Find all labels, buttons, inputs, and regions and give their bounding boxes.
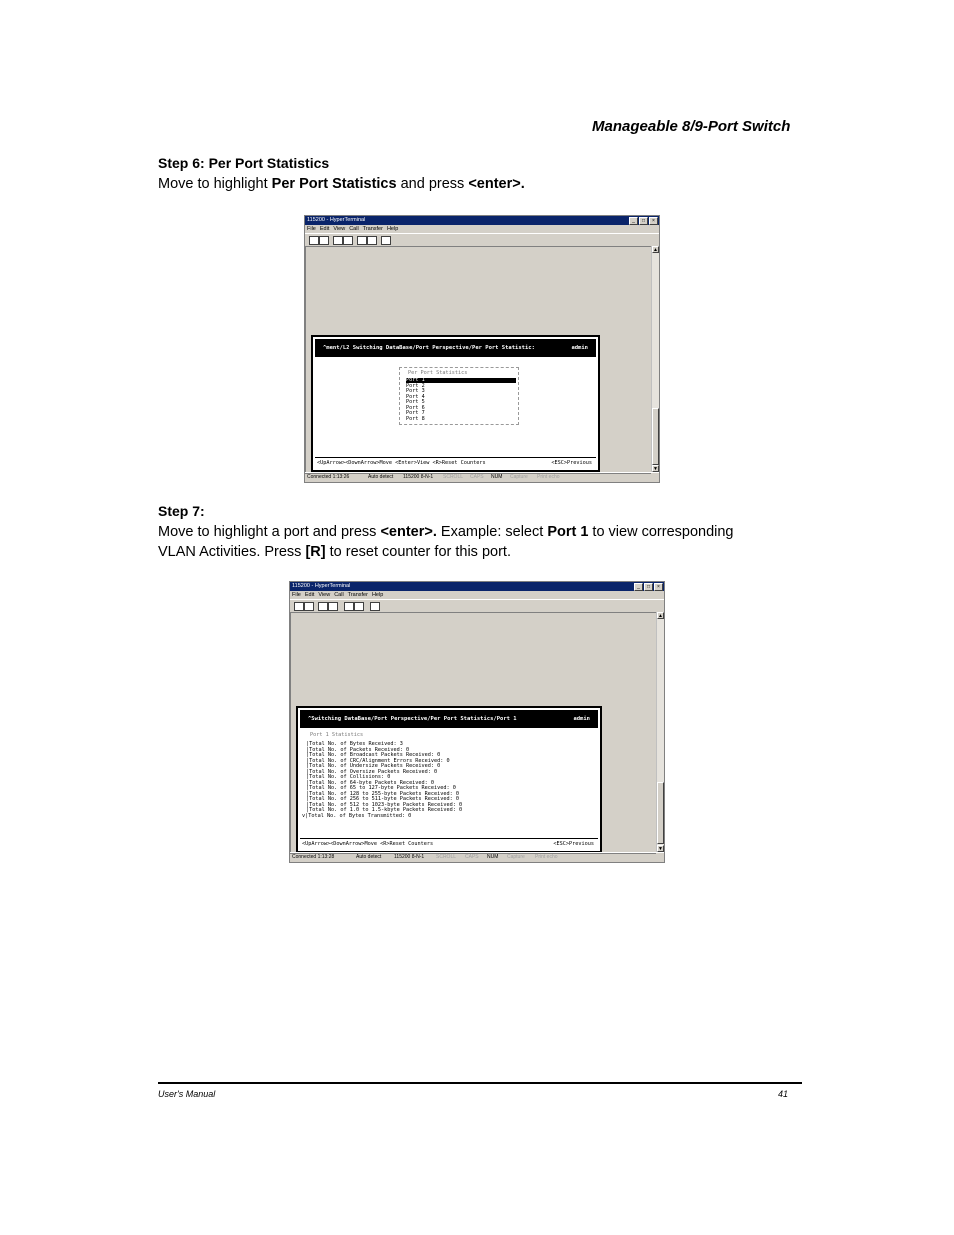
stat-row: |Total No. of Undersize Packets Received: 0	[306, 763, 441, 769]
screen-header	[315, 339, 596, 357]
status-scroll: SCROLL	[436, 854, 457, 860]
stat-row: |Total No. of Bytes Received: 3	[306, 741, 403, 747]
stat-row: |Total No. of Oversize Packets Received: 0	[306, 768, 438, 775]
hyperterminal-window-2	[289, 581, 665, 863]
page-number: 41	[778, 1089, 789, 1099]
status-num: NUM	[487, 854, 499, 860]
stat-row: v|Total No. of Bytes Transmitted: 0	[302, 812, 412, 819]
key-help: <UpArrow><DownArrow>Move <Enter>View <R>Reset Counters	[317, 460, 486, 466]
disconnect-icon[interactable]	[328, 602, 338, 611]
maximize-icon[interactable]: □	[639, 217, 648, 225]
new-icon[interactable]	[294, 602, 304, 611]
step6-bold-key: <enter>.	[468, 176, 525, 192]
esc-previous: <ESC>Previous	[551, 460, 592, 466]
window-titlebar	[290, 582, 664, 591]
stat-row: |Total No. of Broadcast Packets Received: 0	[306, 752, 441, 758]
port-item[interactable]: Port 5	[406, 399, 425, 405]
port-item[interactable]: Port 7	[406, 410, 425, 416]
menu-edit[interactable]: Edit	[319, 226, 330, 232]
step7-line2	[158, 542, 511, 562]
step6-bold-item: Per Port Statistics	[271, 176, 397, 192]
send-icon[interactable]	[344, 602, 354, 611]
stat-row: |Total No. of 512 to 1023-byte Packets Received: 0	[306, 801, 463, 808]
menu-call[interactable]: Call	[349, 226, 359, 232]
status-print-echo: Print echo	[537, 474, 560, 480]
key-help: <UpArrow><DownArrow>Move <R>Reset Counters	[302, 841, 434, 847]
menu-edit[interactable]: Edit	[304, 592, 315, 598]
window-title: 115200 - HyperTerminal	[307, 217, 366, 223]
toolbar	[290, 599, 664, 613]
terminal-area[interactable]	[305, 246, 651, 474]
menu-bar	[290, 591, 664, 599]
close-icon[interactable]: ×	[654, 583, 663, 591]
status-capture: Capture	[507, 854, 525, 860]
window-titlebar	[305, 216, 659, 225]
minimize-icon[interactable]: _	[634, 583, 643, 591]
footer-rule	[158, 1082, 802, 1084]
status-caps: CAPS	[470, 474, 484, 480]
status-print-echo: Print echo	[535, 854, 558, 860]
stat-row: |Total No. of Packets Received: 0	[306, 746, 410, 753]
status-scroll: SCROLL	[443, 474, 464, 480]
status-connected: Connected 1:13:28	[292, 854, 335, 860]
screen-header	[300, 710, 598, 728]
step7-reset-key: [R]	[305, 544, 326, 560]
menu-transfer[interactable]: Transfer	[362, 226, 383, 232]
step7-text-a: Move to highlight a port and press	[158, 524, 381, 540]
box-title: Per Port Statistics	[408, 370, 468, 376]
vertical-scrollbar[interactable]	[651, 246, 659, 472]
scroll-up-icon[interactable]: ▲	[658, 613, 663, 619]
menu-transfer[interactable]: Transfer	[347, 592, 368, 598]
receive-icon[interactable]	[354, 602, 364, 611]
close-icon[interactable]: ×	[649, 217, 658, 225]
status-num: NUM	[491, 474, 503, 480]
screen-user: admin	[571, 345, 588, 351]
status-bar	[305, 472, 659, 482]
status-settings: 115200 8-N-1	[394, 854, 425, 860]
terminal-area[interactable]	[290, 612, 656, 854]
stat-row: |Total No. of Collisions: 0	[306, 774, 391, 780]
dial-icon[interactable]	[318, 602, 328, 611]
stat-row: |Total No. of 256 to 511-byte Packets Received: 0	[306, 796, 460, 802]
scroll-down-icon[interactable]: ▼	[653, 466, 658, 472]
switch-menu-screen	[311, 335, 600, 472]
step6-text-before: Move to highlight	[158, 176, 272, 192]
menu-view[interactable]: View	[333, 226, 346, 232]
status-caps: CAPS	[465, 854, 479, 860]
scroll-up-icon[interactable]: ▲	[653, 247, 658, 253]
hyperterminal-window-1	[304, 215, 660, 483]
footer-manual-label: User's Manual	[158, 1089, 216, 1099]
menu-file[interactable]: File	[292, 592, 301, 598]
step7-key: <enter>.	[380, 524, 437, 540]
screen-path: ^Switching DataBase/Port Perspective/Per Port Statistics/Port 1	[308, 716, 517, 722]
status-detect: Auto detect	[356, 854, 382, 860]
menu-help[interactable]: Help	[371, 592, 384, 598]
port-item[interactable]: Port 3	[406, 388, 425, 394]
status-detect: Auto detect	[368, 474, 394, 480]
esc-previous: <ESC>Previous	[553, 841, 594, 847]
status-connected: Connected 1:13:26	[307, 474, 350, 480]
receive-icon[interactable]	[367, 236, 377, 245]
step7-text-e: to reset counter for this port.	[325, 544, 511, 560]
port-item[interactable]: Port 6	[406, 404, 425, 411]
step7-line1	[158, 522, 733, 542]
window-title: 115200 - HyperTerminal	[292, 583, 351, 589]
scroll-down-icon[interactable]: ▼	[658, 846, 663, 852]
step7-text-c: to view corresponding	[588, 524, 734, 540]
status-settings: 115200 8-N-1	[403, 474, 434, 480]
new-icon[interactable]	[309, 236, 319, 245]
stat-row: |Total No. of 65 to 127-byte Packets Received: 0	[306, 785, 456, 791]
properties-icon[interactable]	[381, 236, 391, 245]
menu-call[interactable]: Call	[334, 592, 344, 598]
stat-row: |Total No. of 64-byte Packets Received: 0	[306, 779, 435, 786]
menu-help[interactable]: Help	[386, 226, 399, 232]
step7-title: Step 7:	[158, 503, 205, 519]
screen-footer	[300, 838, 598, 849]
toolbar	[305, 233, 659, 247]
step7-text-d: VLAN Activities. Press	[158, 544, 306, 560]
running-title: Manageable 8/9-Port Switch	[592, 118, 791, 135]
vertical-scrollbar[interactable]	[656, 612, 664, 852]
menu-view[interactable]: View	[318, 592, 331, 598]
step7-text-b: Example: select	[436, 524, 548, 540]
dial-icon[interactable]	[333, 236, 343, 245]
minimize-icon[interactable]: _	[629, 217, 638, 225]
port-item[interactable]: Port 2	[406, 382, 425, 389]
status-bar	[290, 852, 664, 862]
stat-row: |Total No. of 128 to 255-byte Packets Received: 0	[306, 790, 460, 797]
stat-row: |Total No. of 1.0 to 1.5-kbyte Packets Received: 0	[306, 807, 463, 813]
port-item[interactable]: Port 1	[406, 378, 516, 383]
properties-icon[interactable]	[370, 602, 380, 611]
scroll-thumb[interactable]	[652, 408, 659, 465]
status-capture: Capture	[510, 474, 528, 480]
per-port-statistics-box	[399, 367, 519, 425]
step7-port: Port 1	[547, 524, 589, 540]
port-item[interactable]: Port 8	[406, 415, 425, 422]
step6-text-middle: and press	[396, 176, 469, 192]
stat-row: |Total No. of CRC/Alignment Errors Received: 0	[306, 757, 450, 764]
screen-path: ^ment/L2 Switching DataBase/Port Perspective/Per Port Statistic:	[323, 345, 535, 351]
open-icon[interactable]	[319, 236, 329, 245]
step6-instruction	[158, 174, 525, 194]
send-icon[interactable]	[357, 236, 367, 245]
menu-file[interactable]: File	[307, 226, 316, 232]
box-title: Port 1 Statistics	[310, 732, 364, 738]
screen-footer	[315, 457, 596, 468]
scroll-thumb[interactable]	[657, 782, 664, 844]
port-statistics-screen	[296, 706, 602, 853]
maximize-icon[interactable]: □	[644, 583, 653, 591]
disconnect-icon[interactable]	[343, 236, 353, 245]
screen-user: admin	[573, 716, 590, 722]
step6-title: Step 6: Per Port Statistics	[158, 155, 330, 171]
open-icon[interactable]	[304, 602, 314, 611]
menu-bar	[305, 225, 659, 233]
port-item[interactable]: Port 4	[406, 393, 425, 400]
